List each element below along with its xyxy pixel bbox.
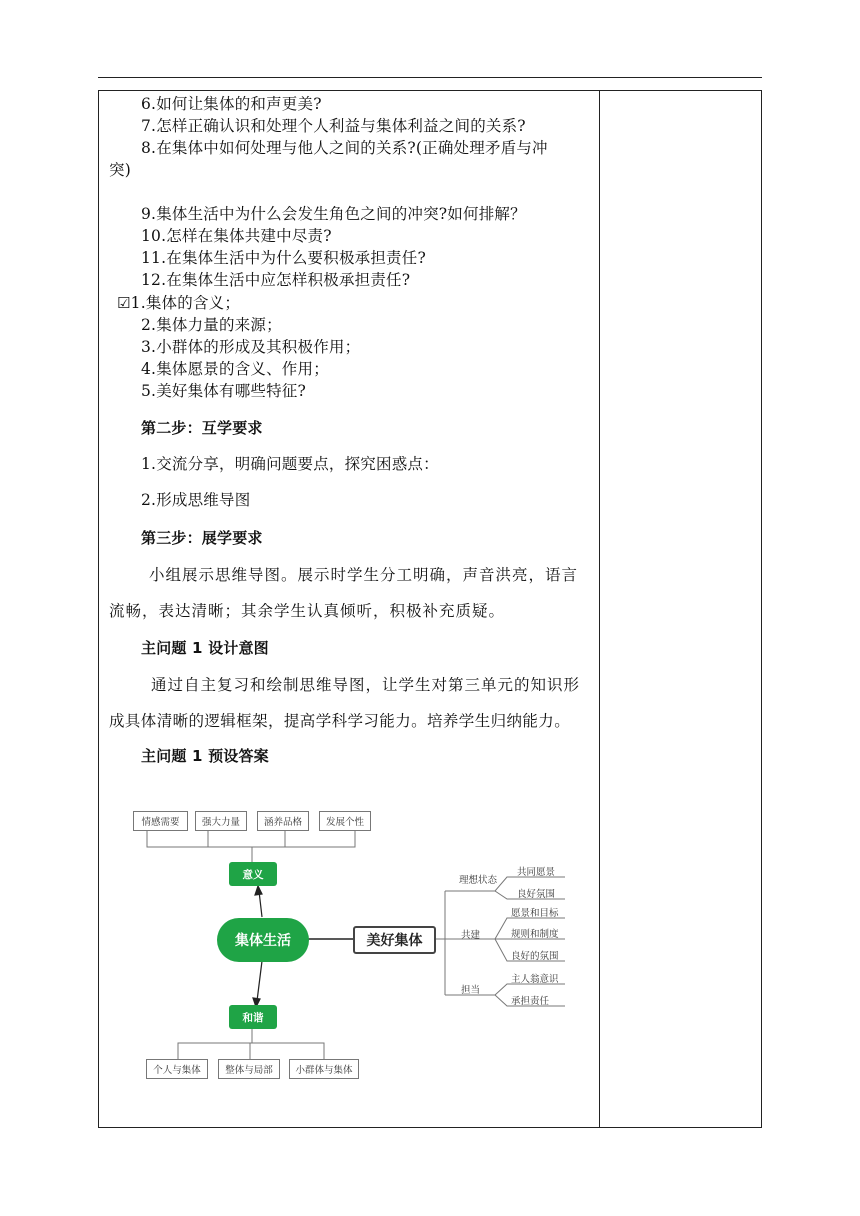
question-11: 11.在集体生活中为什么要积极承担责任? — [141, 249, 426, 267]
resp-item-2: 承担责任 — [511, 996, 550, 1007]
step3-heading: 第三步：展学要求 — [141, 529, 263, 547]
bottom-item-2: 整体与局部 — [218, 1059, 280, 1079]
build-item-1: 愿景和目标 — [511, 908, 559, 919]
question-10: 10.怎样在集体共建中尽责? — [141, 227, 332, 245]
build-item-2: 规则和制度 — [511, 929, 559, 940]
checklist-item-4: 4.集体愿景的含义、作用； — [141, 360, 329, 378]
checklist-item-3: 3.小群体的形成及其积极作用； — [141, 338, 361, 356]
lesson-table — [98, 90, 762, 1128]
top-item-2: 强大力量 — [195, 811, 247, 831]
step3-paragraph-line2: 流畅，表达清晰；其余学生认真倾听，积极补充质疑。 — [109, 602, 506, 620]
resp-item-1: 主人翁意识 — [511, 974, 559, 985]
question-6: 6.如何让集体的和声更美? — [141, 95, 322, 113]
branch-responsibility: 担当 — [461, 985, 481, 996]
question-7: 7.怎样正确认识和处理个人利益与集体利益之间的关系? — [141, 117, 526, 135]
ideal-item-2: 良好氛围 — [517, 889, 556, 900]
top-item-1: 情感需要 — [133, 811, 188, 831]
header-rule — [98, 77, 762, 78]
design-line2: 成具体清晰的逻辑框架，提高学科学习能力。培养学生归纳能力。 — [109, 712, 571, 730]
content-cell — [99, 91, 599, 1127]
step2-item-1: 1.交流分享，明确问题要点，探究困惑点： — [141, 455, 439, 473]
step3-paragraph-line1: 小组展示思维导图。展示时学生分工明确，声音洪亮，语言 — [149, 566, 579, 584]
bottom-item-3: 小群体与集体 — [289, 1059, 359, 1079]
center-node: 集体生活 — [217, 918, 309, 962]
question-8: 8.在集体中如何处理与他人之间的关系?(正确处理矛盾与冲 — [141, 139, 548, 157]
answer-heading: 主问题 1 预设答案 — [141, 747, 269, 765]
harmony-node: 和谐 — [229, 1005, 277, 1029]
branch-build: 共建 — [461, 930, 481, 941]
question-9: 9.集体生活中为什么会发生角色之间的冲突?如何排解？ — [141, 205, 526, 223]
step2-heading: 第二步：互学要求 — [141, 419, 263, 437]
checklist-item-5: 5.美好集体有哪些特征? — [141, 382, 306, 400]
checklist-item-2: 2.集体力量的来源； — [141, 316, 282, 334]
good-collective-node: 美好集体 — [353, 926, 436, 954]
ideal-item-1: 共同愿景 — [517, 867, 556, 878]
question-12: 12.在集体生活中应怎样积极承担责任? — [141, 271, 411, 289]
notes-cell — [600, 91, 761, 1127]
top-item-3: 涵养品格 — [257, 811, 309, 831]
meaning-node: 意义 — [229, 862, 277, 886]
checklist-item-1: ☑1.集体的含义； — [117, 294, 241, 312]
top-item-4: 发展个性 — [319, 811, 371, 831]
step2-item-2: 2.形成思维导图 — [141, 491, 251, 509]
design-heading: 主问题 1 设计意图 — [141, 639, 269, 657]
build-item-3: 良好的氛围 — [511, 951, 559, 962]
design-line1: 通过自主复习和绘制思维导图，让学生对第三单元的知识形 — [151, 676, 581, 694]
bottom-item-1: 个人与集体 — [146, 1059, 208, 1079]
branch-ideal: 理想状态 — [459, 875, 498, 886]
question-8-cont: 突) — [109, 161, 131, 179]
checkbox-icon: ☑ — [117, 294, 131, 312]
